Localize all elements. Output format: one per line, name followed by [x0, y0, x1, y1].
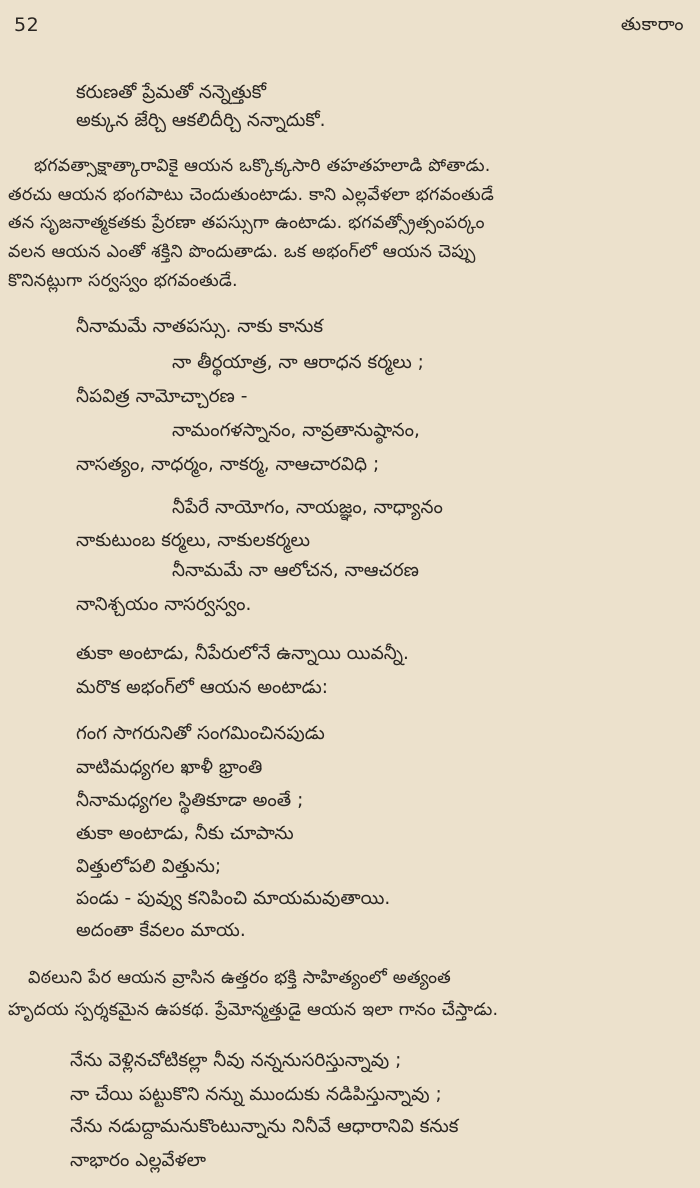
poem-line: నీనామమే నాతపస్సు. నాకు కానుక — [76, 316, 324, 337]
poem-line: నీపేరే నాయోగం, నాయజ్ఞం, నాధ్యానం — [172, 497, 443, 518]
prose-line: తన సృజనాత్మకతకు ప్రేరణా తపస్సుగా ఉంటాడు. భగవత్స్రోత్సంపర్కం — [8, 213, 485, 233]
poem-line: నాభారం ఎల్లవేళలా — [70, 1150, 207, 1171]
running-title: తుకారాం — [620, 14, 684, 35]
poem-line: కరుణతో ప్రేమతో నన్నెత్తుకో — [76, 82, 267, 103]
poem-line: నేను నడుద్దామనుకొంటున్నాను నినీవే ఆధారానివి కనుక — [70, 1116, 459, 1137]
prose-line: హృదయ స్పర్శకమైన ఉపకథ. ప్రేమోన్మత్తుడై ఆయన ఇలా గానం చేస్తాడు. — [8, 1000, 499, 1020]
poem-line: తుకా అంటాడు, నీపేరులోనే ఉన్నాయి యివన్నీ. — [76, 643, 409, 664]
poem-line: నీనామమే నా ఆలోచన, నాఆచరణ — [172, 560, 419, 581]
page-number: 52 — [14, 14, 40, 36]
prose-line: విఠలుని పేర ఆయన వ్రాసిన ఉత్తరం భక్తి సాహిత్యంలో అత్యంత — [28, 968, 451, 988]
poem-line: నేను వెళ్లినచోటికల్లా నీవు నన్ననుసరిస్తున్నావు ; — [70, 1050, 402, 1071]
poem-line: వాటిమధ్యగల ఖాళీ భ్రాంతి — [76, 757, 263, 778]
poem-line: నాసత్యం, నాధర్మం, నాకర్మ, నాఆచారవిధి ; — [76, 454, 380, 475]
poem-line: నా చేయి పట్టుకొని నన్ను ముందుకు నడిపిస్తున్నావు ; — [70, 1084, 442, 1105]
poem-line: నీనామధ్యగల స్థితికూడా అంతే ; — [76, 790, 304, 811]
prose-line: కొనినట్లుగా సర్వస్వం భగవంతుడే. — [8, 271, 238, 291]
poem-line: అక్కున జేర్చి ఆకలిదీర్చి నన్నాదుకో. — [76, 110, 326, 131]
poem-line: నానిశ్చయం నాసర్వస్వం. — [76, 594, 252, 615]
prose-line: వలన ఆయన ఎంతో శక్తిని పొందుతాడు. ఒక అభంగ్‌లో ఆయన చెప్పు — [8, 242, 476, 262]
poem-line: నాకుటుంబ కర్మలు, నాకులకర్మలు — [76, 530, 311, 551]
poem-line: నా తీర్థయాత్ర, నా ఆరాధన కర్మలు ; — [172, 352, 424, 373]
poem-line: నామంగళస్నానం, నావ్రతానుష్ఠానం, — [172, 420, 420, 441]
prose-line: భగవత్సాక్షాత్కారావికై ఆయన ఒక్కొక్కసారి తహతహలాడి పోతాడు. — [34, 156, 491, 176]
poem-line: గంగ సాగరునితో సంగమించినపుడు — [76, 723, 325, 744]
poem-line: పండు - పువ్వు కనిపించి మాయమవుతాయి. — [76, 888, 391, 909]
prose-line: తరచు ఆయన భంగపాటు చెందుతుంటాడు. కాని ఎల్లవేళలా భగవంతుడే — [8, 185, 494, 205]
poem-line: విత్తులోపలి విత్తును; — [76, 856, 222, 877]
poem-line: అదంతా కేవలం మాయ. — [76, 920, 246, 941]
poem-line: తుకా అంటాడు, నీకు చూపాను — [76, 823, 294, 844]
poem-line: నీపవిత్ర నామోచ్చారణ - — [76, 386, 248, 407]
poem-line: మరొక అభంగ్‌లో ఆయన అంటాడు: — [76, 677, 328, 698]
